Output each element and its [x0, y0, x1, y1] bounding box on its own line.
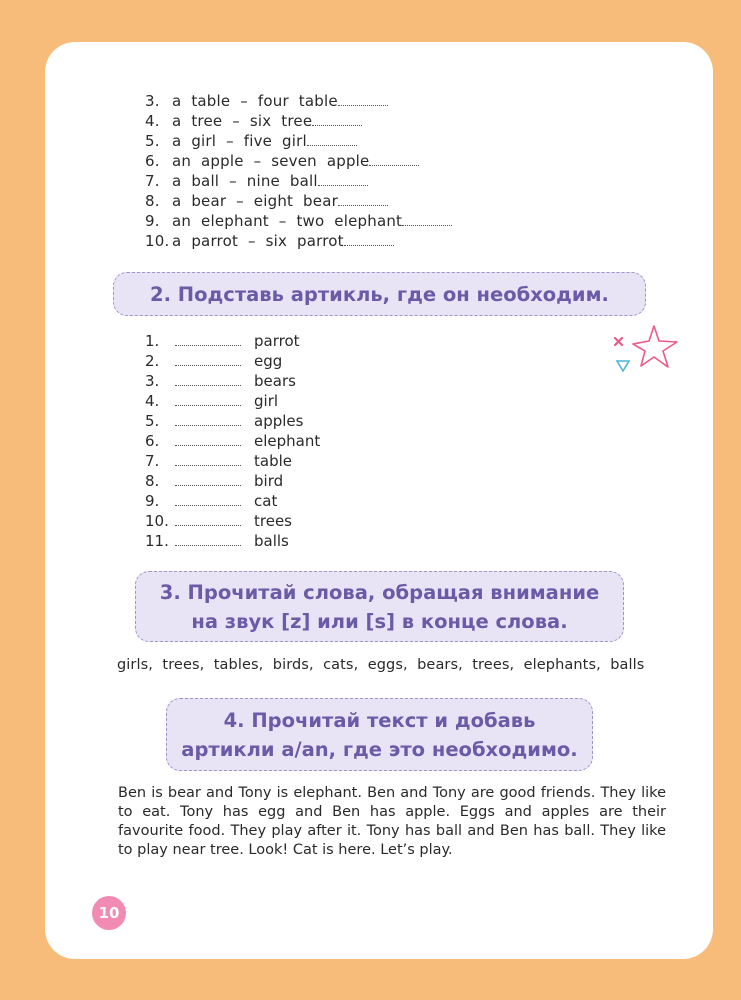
page-number-badge: 10 — [92, 896, 126, 930]
list-item: 3. a table – four table — [145, 91, 452, 111]
exercise-2-list — [145, 331, 320, 551]
answer-blank[interactable] — [175, 473, 241, 486]
answer-blank[interactable] — [175, 353, 241, 366]
task-4-banner — [166, 698, 593, 771]
answer-blank[interactable] — [175, 333, 241, 346]
star-decoration-icon — [610, 322, 682, 378]
task-3-banner — [135, 571, 624, 642]
list-item: 11. balls — [145, 532, 289, 550]
list-item: 4. girl — [145, 392, 279, 410]
task-4-title-line-1: 4. Прочитай текст и добавь — [223, 708, 536, 732]
list-item: 2. egg — [145, 352, 283, 370]
list-item: 6. elephant — [145, 432, 321, 450]
task-2-banner — [113, 272, 646, 316]
exercise-1-list — [145, 91, 452, 251]
list-item: 7. a ball – nine ball — [145, 171, 452, 191]
list-item: 1. parrot — [145, 332, 300, 350]
list-item: 10. a parrot – six parrot — [145, 231, 452, 251]
list-item: 5. a girl – five girl — [145, 131, 452, 151]
answer-blank[interactable] — [175, 453, 241, 466]
answer-blank[interactable] — [312, 113, 362, 126]
list-item: 8. bird — [145, 472, 284, 490]
list-item: 9. an elephant – two elephant — [145, 211, 452, 231]
task-4-text: Ben is bear and Tony is elephant. Ben and Tony are good friends. They like to eat. Tony has egg and Ben has apple. Eggs and apples are their favourite food. They play after it. Tony has ball and Ben has ball. They like to play near tree. Look! Cat is here. Let’s play. — [118, 785, 666, 858]
list-item: 6. an apple – seven apple — [145, 151, 452, 171]
list-item: 10. trees — [145, 512, 292, 530]
task-2-title: 2. Подставь артикль, где он необходим. — [150, 282, 609, 306]
list-item: 5. apples — [145, 412, 304, 430]
answer-blank[interactable] — [318, 173, 368, 186]
answer-blank[interactable] — [402, 213, 452, 226]
task-3-word-list: girls, trees, tables, birds, cats, eggs, bears, trees, elephants, balls — [117, 657, 645, 673]
answer-blank[interactable] — [175, 433, 241, 446]
answer-blank[interactable] — [175, 373, 241, 386]
answer-blank[interactable] — [338, 93, 388, 106]
task-3-title-line-2: на звук [z] или [s] в конце слова. — [191, 609, 568, 633]
answer-blank[interactable] — [175, 493, 241, 506]
task-3-title-line-1: 3. Прочитай слова, обращая внимание — [159, 580, 600, 604]
answer-blank[interactable] — [344, 233, 394, 246]
answer-blank[interactable] — [307, 133, 357, 146]
answer-blank[interactable] — [338, 193, 388, 206]
list-item: 8. a bear – eight bear — [145, 191, 452, 211]
list-item: 4. a tree – six tree — [145, 111, 452, 131]
list-item: 9. cat — [145, 492, 278, 510]
list-item: 7. table — [145, 452, 292, 470]
answer-blank[interactable] — [175, 413, 241, 426]
answer-blank[interactable] — [369, 153, 419, 166]
answer-blank[interactable] — [175, 513, 241, 526]
answer-blank[interactable] — [175, 533, 241, 546]
list-item: 3. bears — [145, 372, 296, 390]
answer-blank[interactable] — [175, 393, 241, 406]
task-4-title-line-2: артикли a/an, где это необходимо. — [181, 737, 578, 761]
